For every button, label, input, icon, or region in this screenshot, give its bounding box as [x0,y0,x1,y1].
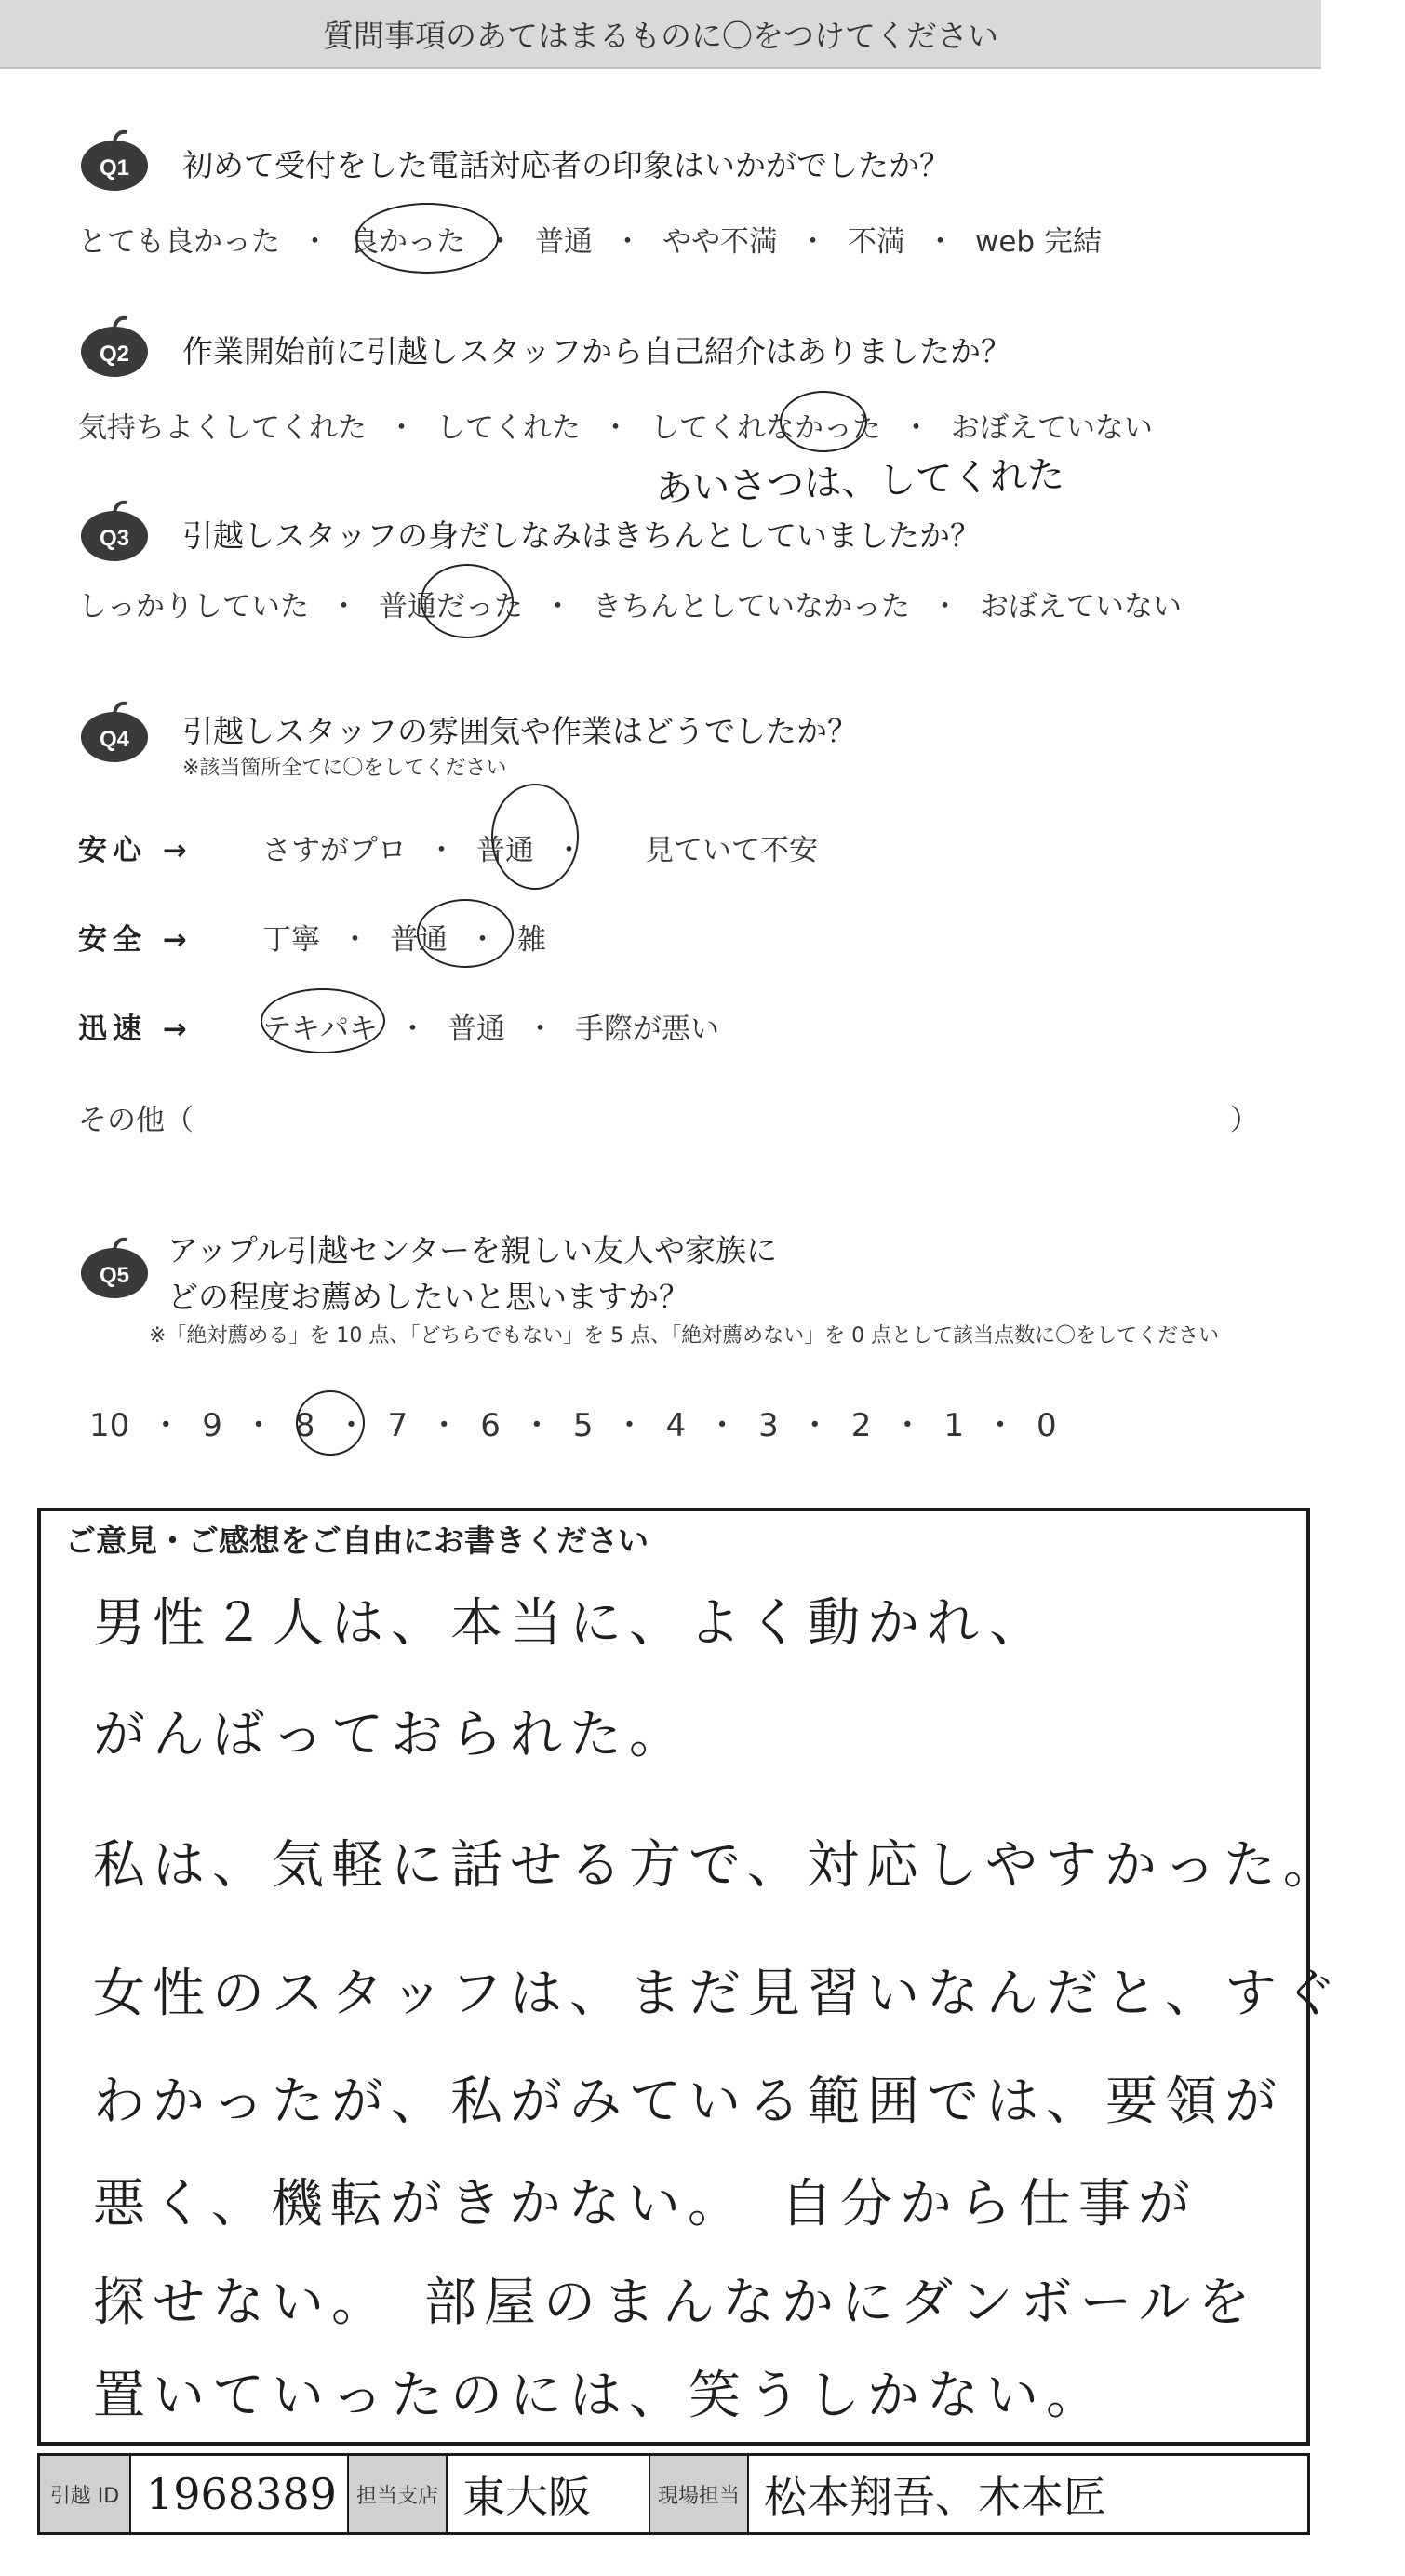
q4-row-2-label: 安全 → [78,923,193,957]
q3-question: 引越しスタッフの身だしなみはきちんとしていましたか？ [182,517,981,554]
q2-badge-label: Q2 [99,342,130,367]
q3-option-3[interactable]: きちんとしていなかった [593,590,910,624]
q3-option-1[interactable]: しっかりしていた [78,590,309,624]
q5-badge-label: Q5 [99,1263,130,1288]
q4-row-1-label: 安心 → [78,834,193,867]
apple-badge-icon [76,499,153,562]
q1-badge-label: Q1 [99,155,130,181]
comment-line-6: 悪く、機転がきかない。 自分から仕事が [93,2174,1198,2234]
q5-score-1[interactable]: 1 [943,1407,965,1444]
q1-option-6[interactable]: web 完結 [975,225,1102,259]
q3-option-4[interactable]: おぼえていない [980,590,1182,624]
comment-line-8: 置いていったのには、笑うしかない。 [93,2366,1105,2426]
q2-question: 作業開始前に引越しスタッフから自己紹介はありましたか？ [182,333,1011,369]
apple-badge-icon [76,315,153,378]
comment-line-2: がんばっておられた。 [93,1705,689,1765]
q4-row-2-selection-circle [417,899,514,968]
q3-option-2[interactable]: 普通だった [379,590,523,624]
move-id-label: 引越 ID [40,2456,131,2532]
q4-row-3-option-3[interactable]: 手際が悪い [575,1013,719,1046]
q5-score-4[interactable]: 4 [665,1407,687,1444]
comment-line-1: 男性２人は、本当に、よく動かれ、 [93,1593,1050,1654]
q1-options: とても良かった ・ 良かった ・ 普通 ・ やや不満 ・ 不満 ・ web 完結 [78,225,1102,259]
q5-score-2[interactable]: 2 [850,1407,872,1444]
branch-value: 東大阪 [448,2456,650,2532]
q4-row-1-option-1[interactable]: さすがプロ [262,834,407,867]
move-id-value: 1968389 [131,2456,349,2532]
q1-option-4[interactable]: やや不満 [662,225,778,259]
q1-selection-circle [355,203,499,274]
q4-row-2-options: 丁寧 ・ 普通 ・ 雑 [262,923,546,957]
q1-option-5[interactable]: 不満 [848,225,905,259]
q5-question-line-2: どの程度お薦めしたいと思いますか？ [167,1279,689,1315]
q3-options: しっかりしていた ・ 普通だった ・ きちんとしていなかった ・ おぼえていない [78,590,1182,624]
q1-option-1[interactable]: とても良かった [78,225,280,259]
apple-badge-icon [76,128,153,192]
q2-option-3[interactable]: してくれなかった [650,411,881,445]
q5-score-9[interactable]: 9 [202,1407,222,1444]
q4-row-3-label: 迅速 → [78,1013,193,1046]
q4-row-3-option-1[interactable]: テキパキ [262,1013,378,1046]
q4-note: ※該当箇所全てに〇をしてください [182,757,507,780]
q5-score-3[interactable]: 3 [758,1407,779,1444]
q1-option-2[interactable]: 良かった [350,225,465,259]
branch-label: 担当支店 [349,2456,448,2532]
q4-question: 引越しスタッフの雰囲気や作業はどうでしたか？ [182,713,858,749]
comment-line-4: 女性のスタッフは、まだ見習いなんだと、すぐ [93,1964,1344,2024]
q4-row-3-option-2[interactable]: 普通 [448,1013,505,1046]
q1-option-3[interactable]: 普通 [535,225,593,259]
q5-score-5[interactable]: 5 [572,1407,594,1444]
apple-badge-icon [76,1236,153,1299]
comment-line-3: 私は、気軽に話せる方で、対応しやすかった。 [93,1835,1343,1896]
page-title: 質問事項のあてはまるものに〇をつけてください [323,17,998,54]
q5-note: ※「絶対薦める」を 10 点、「どちらでもない」を 5 点、「絶対薦めない」を 0 点として該当点数に〇をしてください [149,1324,1220,1348]
q4-row-3-options: テキパキ ・ 普通 ・ 手際が悪い [262,1013,719,1046]
q3-selection-circle [421,564,514,638]
q4-badge-label: Q4 [99,727,130,752]
q5-selection-circle [296,1390,365,1456]
comment-line-5: わかったが、私がみている範囲では、要領が [93,2072,1284,2132]
q4-row-2-option-1[interactable]: 丁寧 [262,923,320,957]
q2-selection-circle [780,391,867,452]
footer-table [37,2453,1310,2535]
comment-line-7: 探せない。 部屋のまんなかにダンボールを [93,2273,1258,2333]
staff-label: 現場担当 [650,2456,749,2532]
q4-row-1-option-2[interactable]: 普通 [476,834,534,867]
q4-row-2-option-3[interactable]: 雑 [517,923,546,957]
q2-option-2[interactable]: してくれた [436,411,581,445]
q2-options: 気持ちよくしてくれた ・ してくれた ・ してくれなかった ・ おぼえていない [78,411,1153,445]
q2-handwritten-note: あいさつは、してくれた [654,453,1065,511]
q1-question: 初めて受付をした電話対応者の印象はいかがでしたか？ [182,147,950,183]
staff-value: 松本翔吾、木本匠 [764,2472,1106,2522]
q5-score-0[interactable]: 0 [1037,1407,1057,1444]
q4-row-1-options: さすがプロ ・ 普通 ・ 見ていて不安 [262,834,818,867]
q4-other-close: ） [1230,1104,1259,1137]
q4-row-1-selection-circle [491,784,579,890]
comments-title: ご意見・ご感想をご自由にお書きください [65,1523,649,1559]
q4-row-3-selection-circle [261,988,385,1053]
q5-score-6[interactable]: 6 [480,1407,501,1444]
q5-score-10[interactable]: 10 [89,1407,130,1444]
header-bar [0,0,1321,69]
q4-row-2-option-2[interactable]: 普通 [390,923,448,957]
q3-badge-label: Q3 [99,526,130,551]
q5-score-8[interactable]: 8 [294,1407,315,1444]
q5-scale: 10 ・ 9 ・ 8 ・ 7 ・ 6 ・ 5 ・ 4 ・ 3 ・ 2 ・ 1 ・ 0 [89,1407,1057,1444]
q2-option-1[interactable]: 気持ちよくしてくれた [78,411,367,445]
q5-question-line-1: アップル引越センターを親しい友人や家族に [167,1232,778,1268]
q4-row-1-option-3[interactable]: 見ていて不安 [645,834,818,867]
apple-badge-icon [76,700,153,763]
q4-other-label: その他（ [78,1104,194,1137]
q5-score-7[interactable]: 7 [387,1407,408,1444]
q2-option-4[interactable]: おぼえていない [951,411,1153,445]
